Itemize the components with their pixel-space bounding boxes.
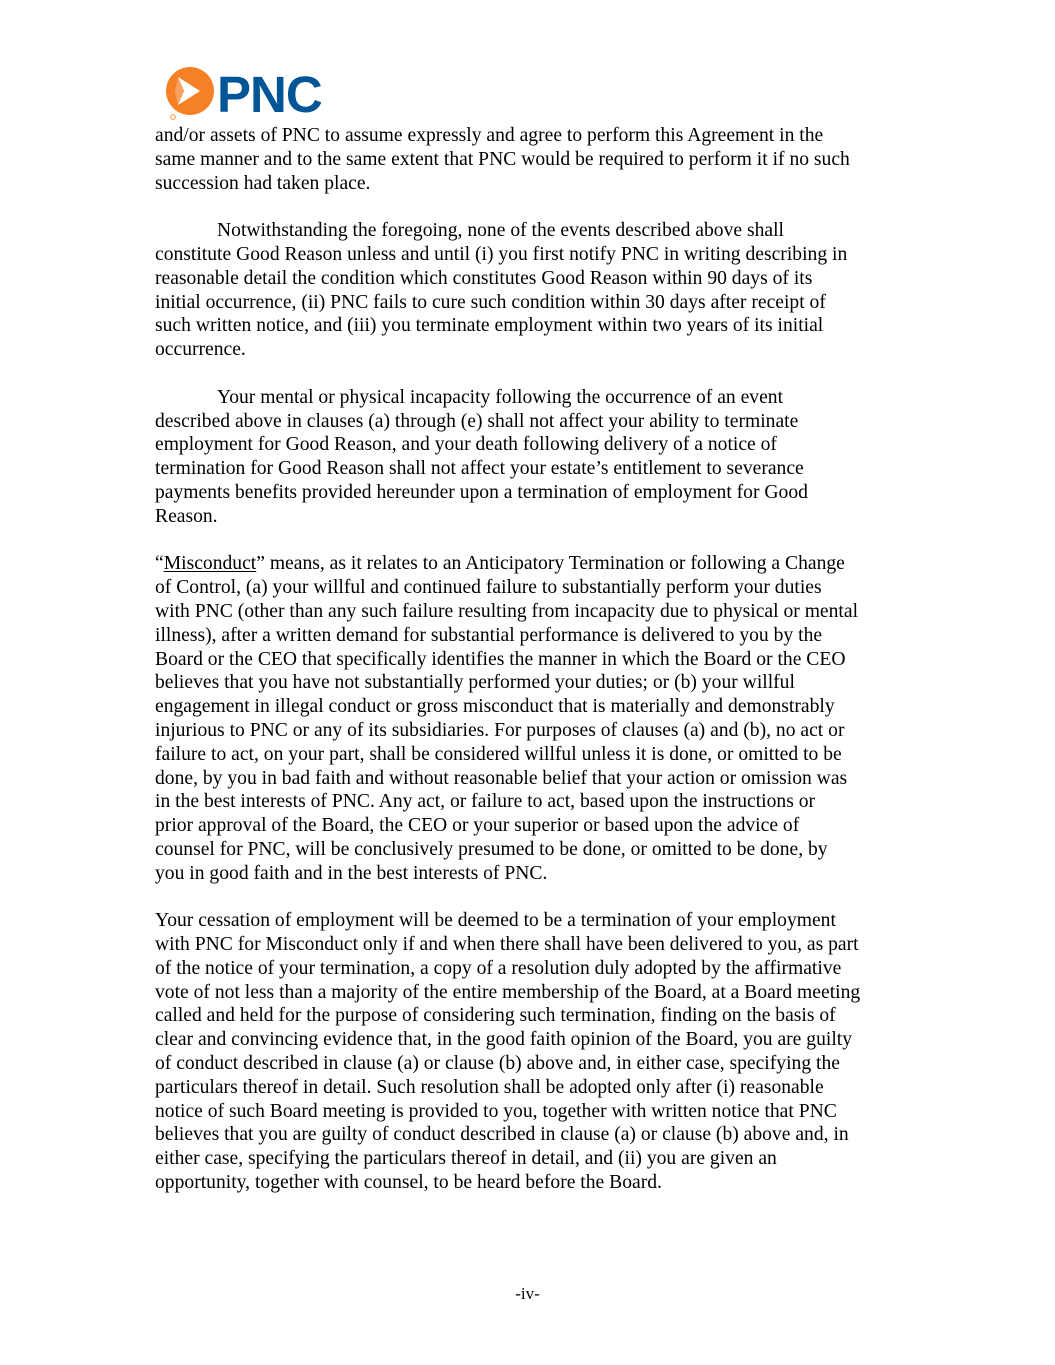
text-line: injurious to PNC or any of its subsidiaries. For purposes of clauses (a) and (b), no act or xyxy=(155,719,845,741)
pnc-logo-graphic xyxy=(165,66,340,120)
text-line: called and held for the purpose of considering such termination, finding on the basis of xyxy=(155,1005,836,1027)
page-number: -iv- xyxy=(515,1284,540,1303)
text-line: same manner and to the same extent that PNC would be required to perform it if no such xyxy=(155,148,850,170)
paragraph xyxy=(155,386,900,529)
paragraph xyxy=(155,552,900,885)
text-line: either case, specifying the particulars thereof in detail, and (ii) you are given an xyxy=(155,1148,777,1170)
text-line: reasonable detail the condition which constitutes Good Reason within 90 days of its xyxy=(155,267,813,289)
text-line: illness), after a written demand for substantial performance is delivered to you by the xyxy=(155,624,823,646)
text-line: in the best interests of PNC. Any act, or failure to act, based upon the instructions or xyxy=(155,791,816,813)
text-line: of Control, (a) your willful and continued failure to substantially perform your duties xyxy=(155,577,822,599)
paragraph xyxy=(155,219,900,362)
text-line: initial occurrence, (ii) PNC fails to cure such condition within 30 days after receipt of xyxy=(155,291,826,313)
text-line: employment for Good Reason, and your death following delivery of a notice of xyxy=(155,434,777,456)
text-line: Board or the CEO that specifically identifies the manner in which the Board or the CEO xyxy=(155,648,846,670)
paragraph xyxy=(155,124,900,195)
text-line: Your mental or physical incapacity following the occurrence of an event xyxy=(217,386,784,408)
text-line: payments benefits provided hereunder upon a termination of employment for Good xyxy=(155,481,808,503)
text-line: done, by you in bad faith and without reasonable belief that your action or omission was xyxy=(155,767,848,789)
text-line: engagement in illegal conduct or gross misconduct that is materially and demonstrably xyxy=(155,696,835,718)
paragraph xyxy=(155,909,900,1195)
pnc-logo xyxy=(165,66,340,120)
text-line xyxy=(155,552,900,576)
text-line: believes that you have not substantially performed your duties; or (b) your willful xyxy=(155,672,795,694)
text-line: counsel for PNC, will be conclusively presumed to be done, or omitted to be done, by xyxy=(155,838,828,860)
registered-mark-icon xyxy=(171,115,176,120)
pnc-logo-text: PNC xyxy=(217,66,322,120)
text-line: Reason. xyxy=(155,505,218,527)
text-line: Notwithstanding the foregoing, none of the events described above shall xyxy=(217,220,784,242)
document-body xyxy=(155,124,900,1219)
open-quote: “ xyxy=(155,553,164,575)
text-line: vote of not less than a majority of the entire membership of the Board, at a Board meeting xyxy=(155,981,861,1003)
text-line: opportunity, together with counsel, to be heard before the Board. xyxy=(155,1172,662,1194)
text-line: failure to act, on your part, shall be considered willful unless it is done, or omitted to be xyxy=(155,743,842,765)
text-line: such written notice, and (iii) you terminate employment within two years of its initial xyxy=(155,315,824,337)
text-line: termination for Good Reason shall not affect your estate’s entitlement to severance xyxy=(155,458,804,480)
text-line: of the notice of your termination, a copy of a resolution duly adopted by the affirmative xyxy=(155,957,842,979)
text-line: prior approval of the Board, the CEO or your superior or based upon the advice of xyxy=(155,815,800,837)
definition-text: ” means, as it relates to an Anticipatory Termination or following a Change xyxy=(256,553,845,575)
text-line: notice of such Board meeting is provided to you, together with written notice that PNC xyxy=(155,1100,837,1122)
text-line: of conduct described in clause (a) or clause (b) above and, in either case, specifying the xyxy=(155,1053,840,1075)
text-line: with PNC for Misconduct only if and when there shall have been delivered to you, as part xyxy=(155,934,859,956)
text-line: and/or assets of PNC to assume expressly and agree to perform this Agreement in the xyxy=(155,125,824,146)
text-line: constitute Good Reason unless and until (i) you first notify PNC in writing describing in xyxy=(155,243,848,265)
text-line: clear and convincing evidence that, in the good faith opinion of the Board, you are guilty xyxy=(155,1029,853,1051)
text-line: believes that you are guilty of conduct described in clause (a) or clause (b) above and, in xyxy=(155,1124,849,1146)
text-line: succession had taken place. xyxy=(155,172,371,194)
text-line: with PNC (other than any such failure resulting from incapacity due to physical or mental xyxy=(155,600,859,622)
text-line: occurrence. xyxy=(155,339,246,361)
text-line: described above in clauses (a) through (e) shall not affect your ability to terminate xyxy=(155,410,799,432)
text-line: you in good faith and in the best interests of PNC. xyxy=(155,862,548,884)
text-line: particulars thereof in detail. Such resolution shall be adopted only after (i) reasonable xyxy=(155,1076,824,1098)
defined-term: Misconduct xyxy=(163,553,257,575)
text-line: Your cessation of employment will be deemed to be a termination of your employment xyxy=(155,910,836,932)
